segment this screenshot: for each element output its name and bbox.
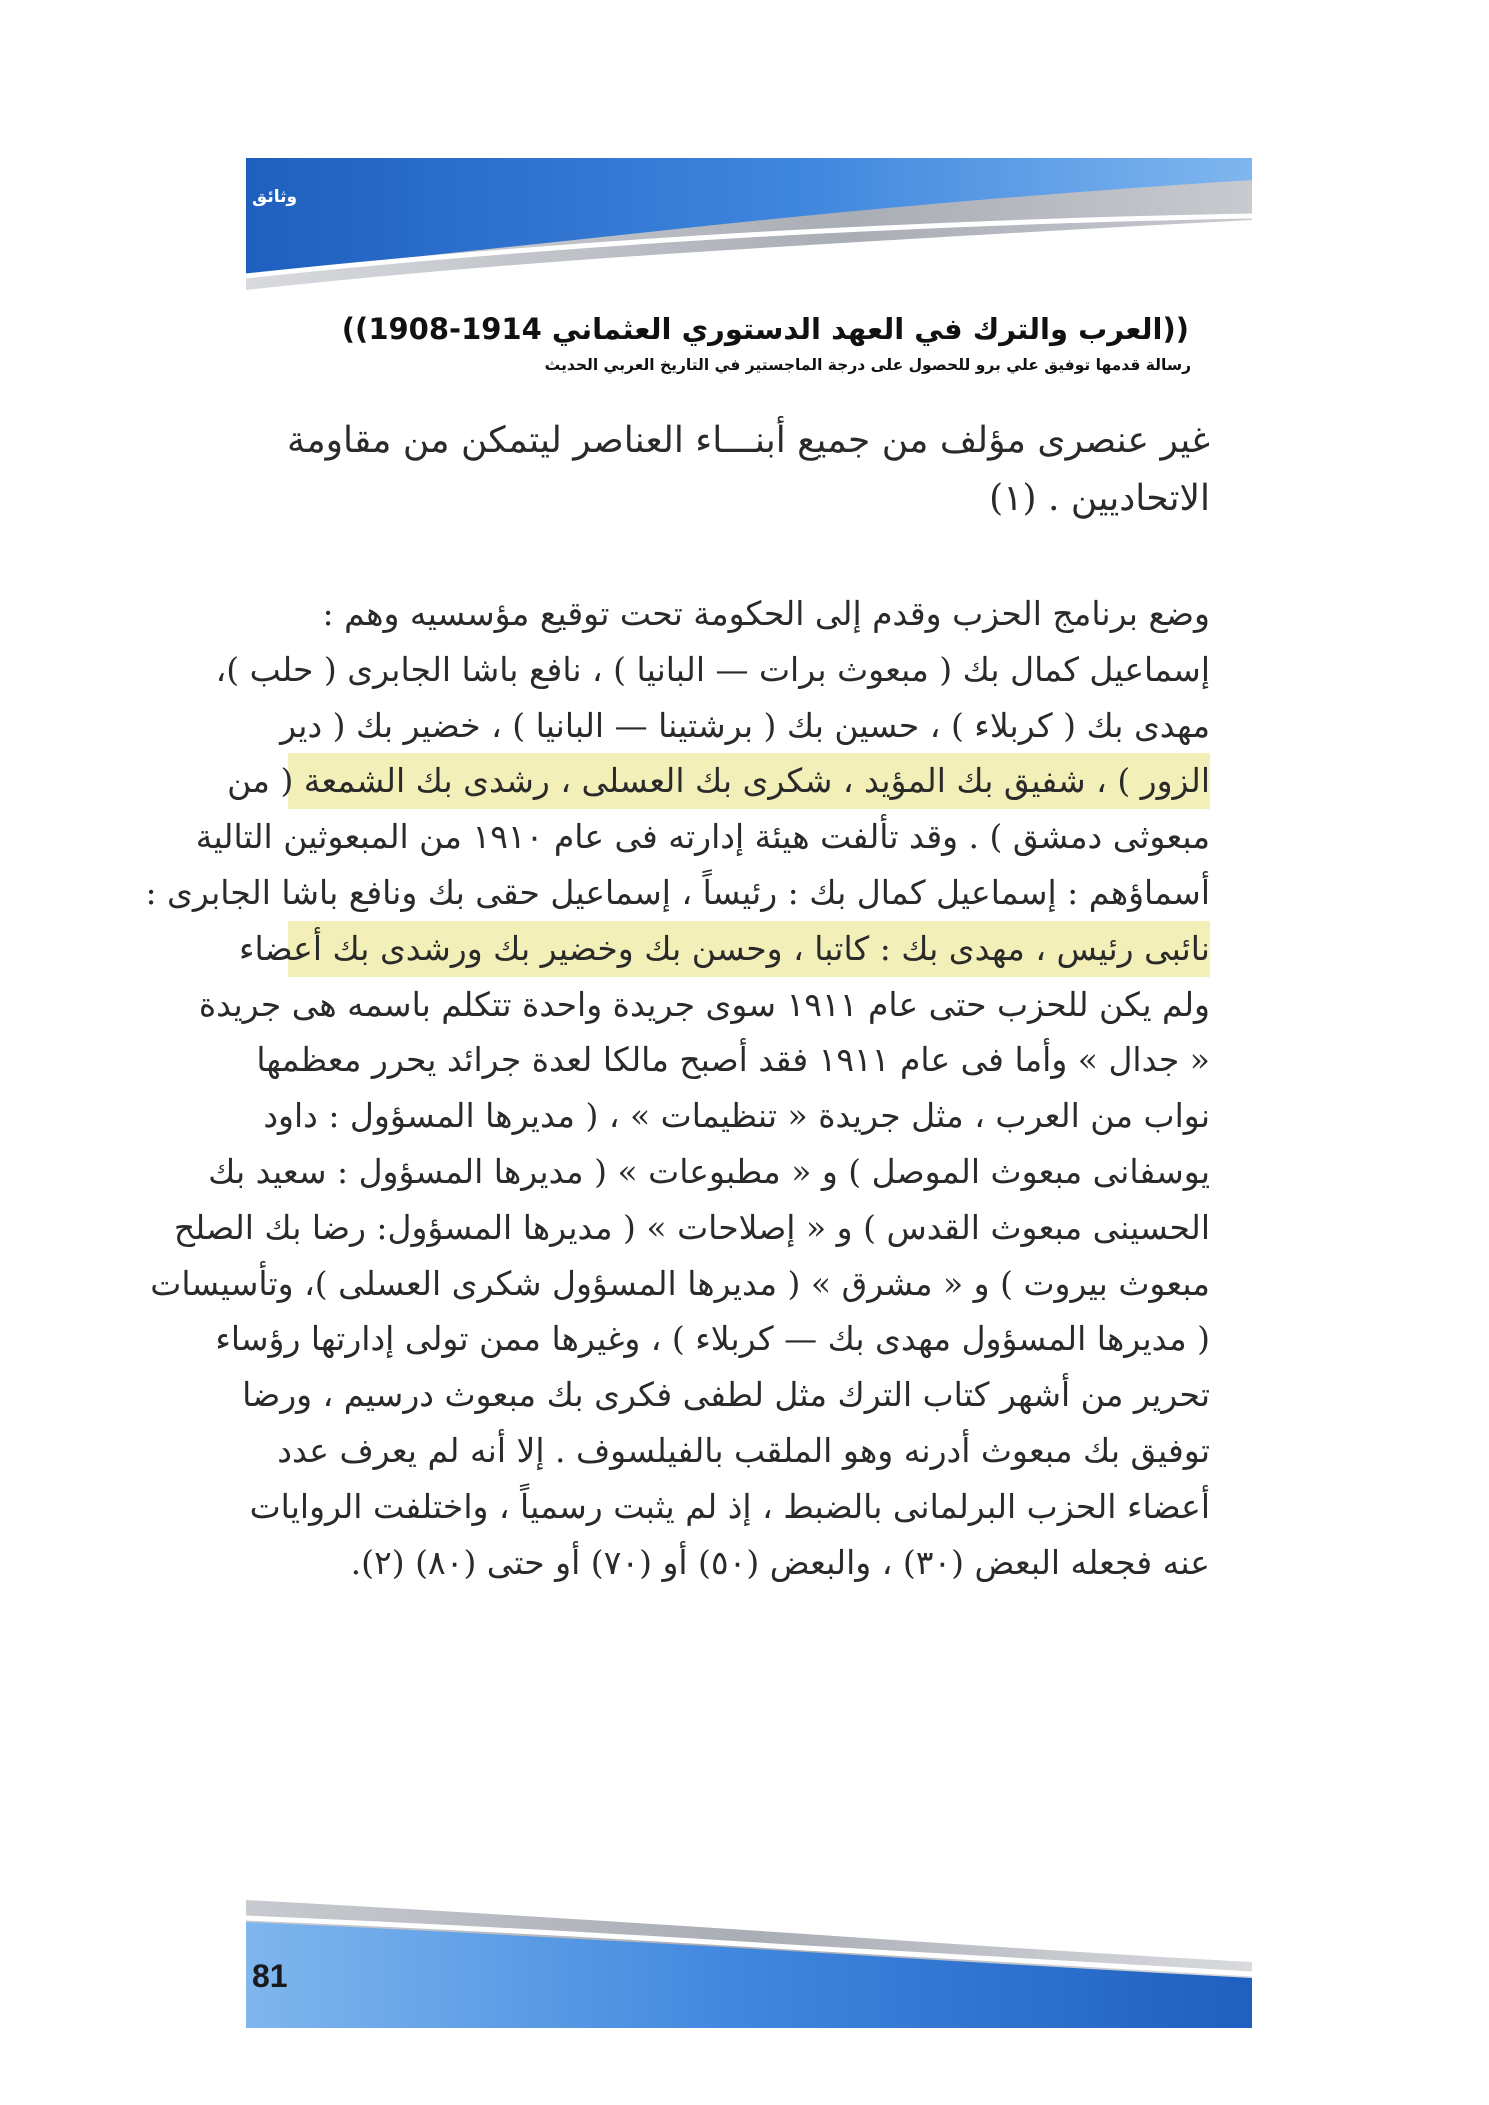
section-label: وثائق	[252, 187, 298, 207]
text-line: إسماعيل كمال بك ( مبعوث برات — البانيا ) ، نافع باشا الجابرى ( حلب )،	[215, 649, 1210, 689]
text-line: « جدال » وأما فى عام ١٩١١ فقد أصبح مالكا لعدة جرائد يحرر معظمها	[256, 1040, 1210, 1080]
text-line: عنه فجعله البعض (٣٠) ، والبعض (٥٠) أو (٧٠) أو حتى (٨٠) (٢).	[350, 1542, 1210, 1582]
footer-band	[246, 1900, 1252, 2028]
text-line: مبعوثى دمشق ) . وقد تألفت هيئة إدارته فى عام ١٩١٠ من المبعوثين التالية	[195, 817, 1210, 857]
text-line: يوسفانى مبعوث الموصل ) و « مطبوعات » ( مديرها المسؤول : سعيد بك	[208, 1151, 1210, 1191]
header-swoosh-graphic	[246, 158, 1252, 298]
text-line: نواب من العرب ، مثل جريدة « تنظيمات » ، ( مديرها المسؤول : داود	[263, 1096, 1210, 1136]
text-line: مبعوث بيروت ) و « مشرق » ( مديرها المسؤول شكرى العسلى )، وتأسيسات	[150, 1263, 1210, 1303]
thesis-title: ((العرب والترك في العهد الدستوري العثماني 1914-1908))	[341, 312, 1189, 346]
footer-swoosh-graphic	[246, 1900, 1252, 2028]
text-line: الاتحاديين . (١)	[989, 478, 1210, 519]
thesis-subtitle: رسالة قدمها توفيق علي برو للحصول على درجة الماجستير في التاريخ العربي الحديث	[544, 356, 1191, 374]
text-line: مهدى بك ( كربلاء ) ، حسين بك ( برشتينا — البانيا ) ، خضير بك ( دير	[280, 705, 1210, 745]
text-line-highlighted: الزور ) ، شفيق بك المؤيد ، شكرى بك العسلى ، رشدى بك الشمعة ( من	[288, 753, 1210, 809]
paragraph-continuation	[288, 412, 1210, 528]
text-line: وضع برنامج الحزب وقدم إلى الحكومة تحت توقيع مؤسسيه وهم :	[322, 594, 1210, 633]
page-number: 81	[252, 1958, 288, 1994]
text-line-highlighted: نائبى رئيس ، مهدى بك : كاتبا ، وحسن بك وخضير بك ورشدى بك أعضاء	[288, 921, 1210, 977]
text-line: أسماؤهم : إسماعيل كمال بك : رئيساً ، إسماعيل حقى بك ونافع باشا الجابرى :	[145, 872, 1210, 912]
text-line: توفيق بك مبعوث أدرنه وهو الملقب بالفيلسوف . إلا أنه لم يعرف عدد	[277, 1430, 1210, 1470]
text-line: ولم يكن للحزب حتى عام ١٩١١ سوى جريدة واحدة تتكلم باسمه هى جريدة	[198, 984, 1210, 1024]
text-line: غير عنصرى مؤلف من جميع أبنـــاء العناصر ليتمكن من مقاومة	[287, 420, 1210, 461]
text-line: أعضاء الحزب البرلمانى بالضبط ، إذ لم يثبت رسمياً ، واختلفت الروايات	[249, 1486, 1210, 1526]
header-band	[246, 158, 1252, 298]
text-line: ( مديرها المسؤول مهدى بك — كربلاء ) ، وغيرها ممن تولى إدارتها رؤساء	[215, 1319, 1210, 1359]
text-line: تحرير من أشهر كتاب الترك مثل لطفى فكرى بك مبعوث درسيم ، ورضا	[242, 1375, 1210, 1415]
text-line: الحسينى مبعوث القدس ) و « إصلاحات » ( مديرها المسؤول: رضا بك الصلح	[173, 1207, 1210, 1247]
paragraph-main	[145, 586, 1210, 1590]
